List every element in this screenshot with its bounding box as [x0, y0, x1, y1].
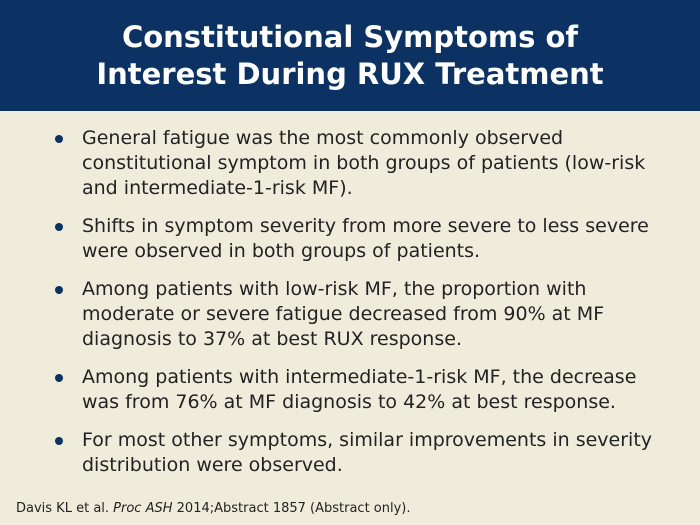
bullet-dot-icon: [55, 286, 63, 294]
bullet-text: Among patients with intermediate-1-risk MF, the decrease was from 76% at MF diagnosis to 42% at best response.: [82, 366, 637, 413]
bullet-text: Shifts in symptom severity from more severe to less severe were observed in both groups of patients.: [82, 215, 649, 262]
bullet-item: [54, 428, 674, 478]
bullet-item: [54, 277, 674, 352]
bullet-text: Among patients with low-risk MF, the proportion with moderate or severe fatigue decreased from 90% at MF diagnosis to 37% at best RUX response.: [82, 278, 605, 350]
citation: [16, 501, 411, 517]
bullet-item: [54, 126, 674, 201]
citation-details: 2014;Abstract 1857 (Abstract only).: [172, 501, 411, 516]
bullet-dot-icon: [55, 223, 63, 231]
slide-title-line-1: Constitutional Symptoms of: [121, 19, 579, 54]
bullet-list: [54, 126, 674, 491]
bullet-dot-icon: [55, 135, 63, 143]
bullet-item: [54, 214, 674, 264]
bullet-text: General fatigue was the most commonly observed constitutional symptom in both groups of patients (low-risk and intermediate-1-risk MF).: [82, 127, 646, 199]
bullet-dot-icon: [55, 437, 63, 445]
citation-journal: Proc ASH: [113, 501, 173, 516]
bullet-dot-icon: [55, 374, 63, 382]
slide-title-line-2: Interest During RUX Treatment: [96, 56, 604, 91]
bullet-text: For most other symptoms, similar improvements in severity distribution were observed.: [82, 429, 653, 476]
slide-title: [96, 19, 603, 93]
title-banner: [0, 0, 700, 111]
citation-authors: Davis KL et al.: [16, 501, 114, 516]
bullet-item: [54, 365, 674, 415]
